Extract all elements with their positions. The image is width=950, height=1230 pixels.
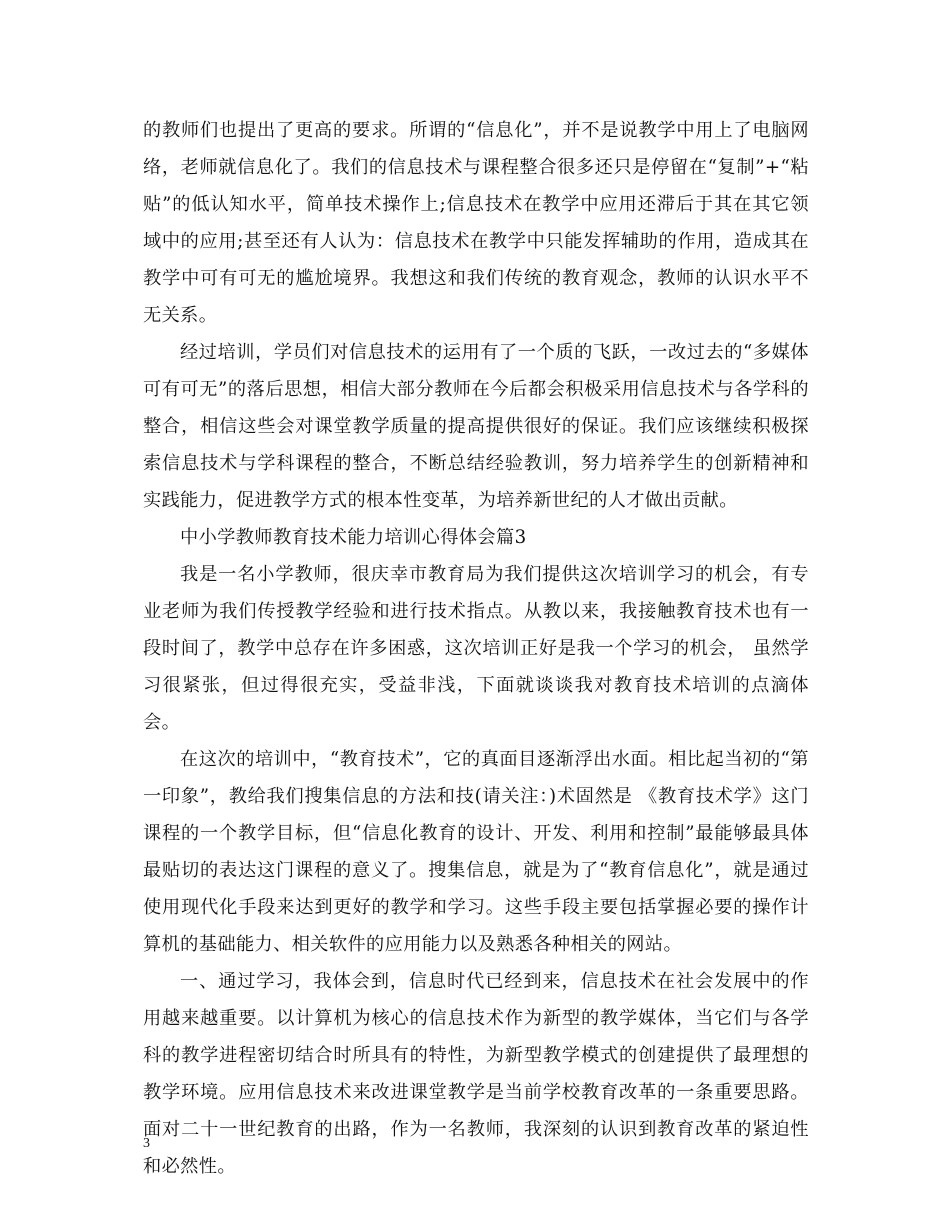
page-number: 3 xyxy=(143,1136,150,1151)
section-heading: 中小学教师教育技术能力培训心得体会篇3 xyxy=(180,527,527,548)
paragraph-training-results: 经过培训，学员们对信息技术的运用有了一个质的飞跃，一改过去的“多媒体可有可无”的落后思想，相信大部分教师在今后都会积极采用信息技术与各学科的整合，相信这些会对课堂教学质量的提高提供很好的保证。我们应该继续积极探索信息技术与学科课程的整合，不断总结经验教训，努力培养学生的创新精神和实践能力，促进教学方式的根本性变革，为培养新世纪的人才做出贡献。 xyxy=(143,342,809,511)
paragraph-introduction: 我是一名小学教师，很庆幸市教育局为我们提供这次培训学习的机会，有专业老师为我们传授教学经验和进行技术指点。从教以来，我接触教育技术也有一段时间了，教学中总存在许多困惑，这次培训正好是我一个学习的机会， 虽然学习很紧张，但过得很充实，受益非浅，下面就谈谈我对教育技术培训的点滴体会。 xyxy=(143,564,809,733)
page-body xyxy=(143,112,809,1185)
paragraph-educational-technology: 在这次的培训中，“教育技术”，它的真面目逐渐浮出水面。相比起当初的“第一印象”，教给我们搜集信息的方法和技(请关注：)术固然是 《教育技术学》这门课程的一个教学目标，但“信息化教育的设计、开发、利用和控制”最能够最具体最贴切的表达这门课程的意义了。搜集信息，就是为了“教育信息化”，就是通过使用现代化手段来达到更好的教学和学习。这些手段主要包括掌握必要的操作计算机的基础能力、相关软件的应用能力以及熟悉各种相关的网站。 xyxy=(143,749,809,955)
paragraph-point-one: 一、通过学习，我体会到，信息时代已经到来，信息技术在社会发展中的作用越来越重要。以计算机为核心的信息技术作为新型的教学媒体，当它们与各学科的教学进程密切结合时所具有的特性，为新型教学模式的创建提供了最理想的教学环境。应用信息技术来改进课堂教学是当前学校教育改革的一条重要思路。面对二十一世纪教育的出路，作为一名教师，我深刻的认识到教育改革的紧迫性和必然性。 xyxy=(143,971,809,1177)
paragraph-continued: 的教师们也提出了更高的要求。所谓的“信息化”，并不是说教学中用上了电脑网络，老师就信息化了。我们的信息技术与课程整合很多还只是停留在“复制”+“粘贴”的低认知水平，简单技术操作上;信息技术在教学中应用还滞后于其在其它领域中的应用;甚至还有人认为：信息技术在教学中只能发挥辅助的作用，造成其在教学中可有可无的尴尬境界。我想这和我们传统的教育观念，教师的认识水平不无关系。 xyxy=(143,120,809,326)
